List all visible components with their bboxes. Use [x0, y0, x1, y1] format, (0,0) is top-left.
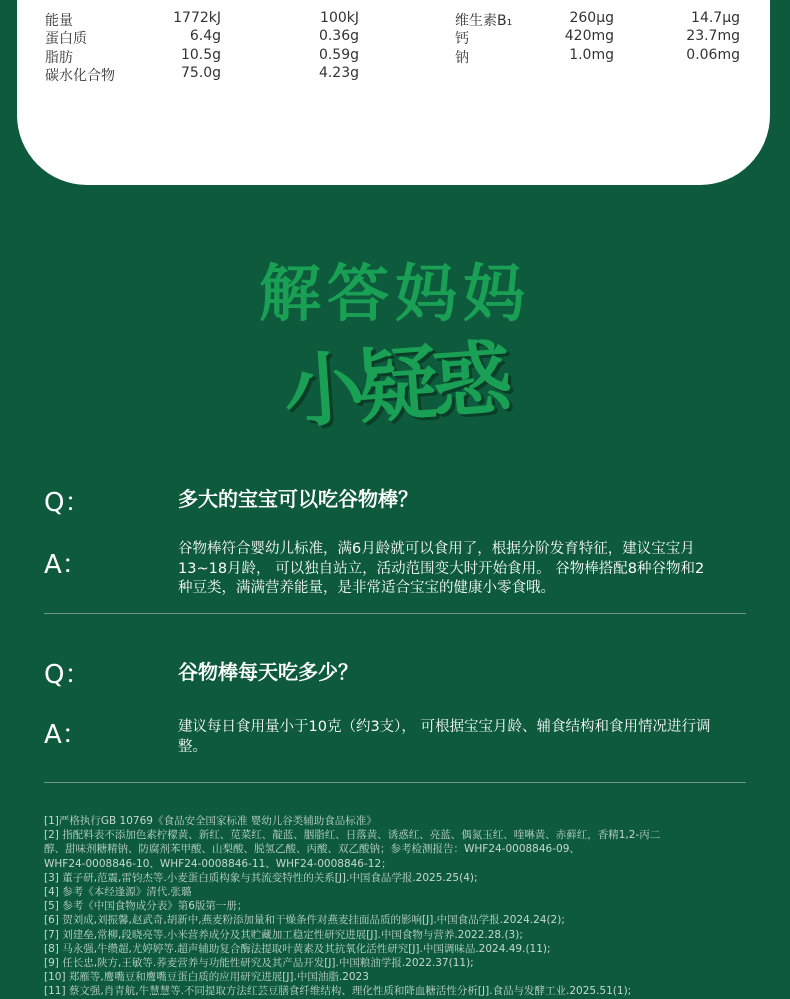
row-per100g: 420mg	[564, 28, 614, 44]
row-name: 钠	[455, 50, 469, 66]
row-per100kj: 0.59g	[318, 47, 359, 63]
answer-label: A：	[44, 720, 88, 750]
reference-item: [7] 刘建垒,常柳,段晓亮等.小米营养成分及其贮藏加工稳定性研究进展[J].中国食物与营养.2022.28.(3);	[44, 928, 523, 941]
row-per100g: 10.5g	[180, 47, 221, 63]
row-name: 钙	[455, 31, 469, 47]
section-subtitle: 小疑惑	[280, 331, 509, 440]
question-label: Q：	[44, 660, 91, 690]
divider	[44, 613, 746, 614]
row-name: 能量	[45, 13, 73, 29]
reference-item: [1]严格执行GB 10769《食品安全国家标准 婴幼儿谷类辅助食品标准》	[44, 815, 377, 827]
reference-item: WHF24-0008846-10、WHF24-0008846-11、WHF24-0008846-12；	[44, 857, 392, 870]
reference-item: [10] 郑雁等,鹰嘴豆和鹰嘴豆蛋白质的应用研究进展[J].中国油脂.2023	[44, 971, 369, 984]
answer-text: 谷物棒符合婴幼儿标准，满6月龄就可以食用了，根据分阶发育特征，建议宝宝月13~18月龄， 可以独自站立，活动范围变大时开始食用。 谷物棒搭配8种谷物和2种豆类，满满营养能量，是非常适合宝宝的健康小零食哦。	[178, 541, 705, 596]
reference-item: [8] 马永强,牛缵超,尤婷婷等.超声辅助复合酶法提取叶黄素及其抗氧化活性研究[J].中国调味品.2024.49.(11);	[44, 942, 551, 955]
answer-label: A：	[44, 550, 88, 580]
row-per100kj: 100kJ	[320, 10, 359, 26]
reference-item: [2] 指配料表不添加色素柠檬黄、新红、苋菜红、靛蓝、胭脂红、日落黄、诱惑红、亮蓝、偶氮玉红、喹啉黄、赤藓红，香精1,2-丙二	[44, 829, 661, 842]
reference-item: [4] 参考《本经逢源》清代.张璐	[44, 886, 192, 899]
reference-item: [5] 参考《中国食物成分表》第6版第一册；	[44, 900, 248, 913]
reference-item: 醇、甜味剂糖精钠、防腐剂苯甲酸、山梨酸、脱氢乙酸、丙酸、双乙酸钠；参考检测报告：WHF24-0008846-09、	[44, 843, 580, 856]
row-per100g: 1772kJ	[173, 10, 221, 26]
row-per100g: 260μg	[569, 10, 614, 26]
row-per100g: 75.0g	[180, 65, 221, 81]
row-per100g: 1.0mg	[569, 47, 614, 63]
row-name: 维生素B₁	[455, 13, 513, 29]
question-text: 多大的宝宝可以吃谷物棒？	[178, 487, 418, 511]
row-name: 脂肪	[45, 50, 73, 66]
reference-item: [11] 蔡文强,肖青航,牛慧慧等.不同提取方法红芸豆膳食纤维结构、理化性质和降血糖活性分析[J].食品与发酵工业.2025.51(1);	[44, 985, 632, 998]
row-name: 蛋白质	[45, 31, 87, 47]
row-name: 碳水化合物	[45, 68, 115, 84]
reference-item: [3] 董子研,范震,雷钧杰等.小麦蛋白质构象与其流变特性的关系[J].中国食品学报.2025.25(4);	[44, 871, 478, 884]
row-per100kj: 0.36g	[318, 28, 359, 44]
section-title: 解答妈妈	[258, 257, 531, 330]
answer-text: 建议每日食用量小于10克（约3支）， 可根据宝宝月龄、辅食结构和食用情况进行调整。	[178, 719, 711, 755]
nutrition-card	[17, 0, 770, 185]
reference-item: [9] 任长忠,陕方,王敏等.荞麦营养与功能性研究及其产品开发[J].中国粮油学报.2022.37(11);	[44, 957, 474, 970]
row-per100g: 6.4g	[189, 28, 221, 44]
question-text: 谷物棒每天吃多少？	[178, 660, 358, 684]
row-per100kj: 23.7mg	[686, 28, 740, 44]
reference-item: [6] 贺刘成,刘振馨,赵武奇,胡新中,燕麦粉添加量和干燥条件对燕麦挂面品质的影响[J].中国食品学报.2024.24(2);	[44, 914, 565, 927]
divider	[44, 782, 746, 783]
question-label: Q：	[44, 488, 91, 518]
row-per100kj: 0.06mg	[686, 47, 740, 63]
row-per100kj: 4.23g	[318, 65, 359, 81]
row-per100kj: 14.7μg	[691, 10, 740, 26]
references-list	[44, 814, 734, 999]
